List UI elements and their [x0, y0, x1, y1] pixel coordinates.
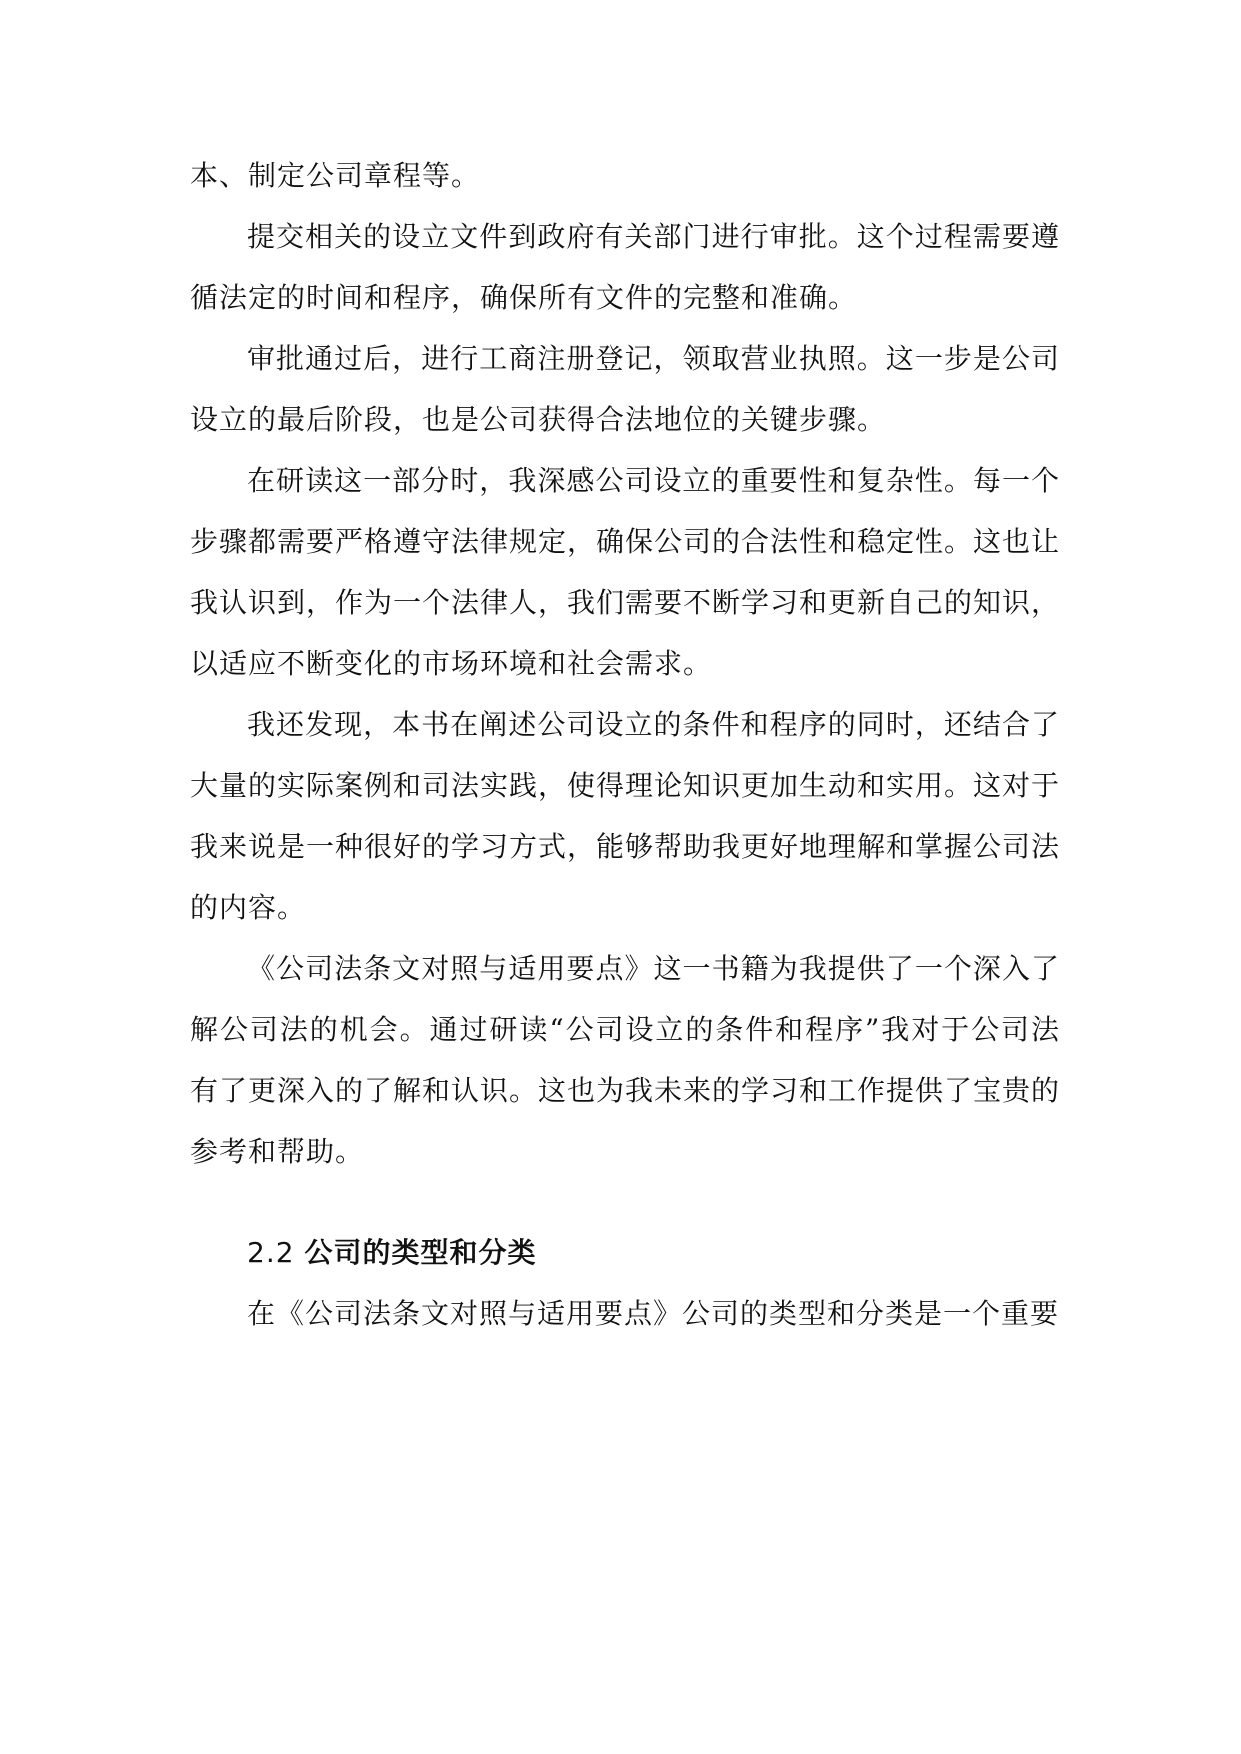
section-title: 公司的类型和分类 — [304, 1236, 537, 1269]
section-heading — [190, 1222, 1060, 1283]
paragraph-1: 本、制定公司章程等。 — [190, 159, 481, 192]
paragraph-5: 我还发现，本书在阐述公司设立的条件和程序的同时，还结合了大量的实际案例和司法实践，使得理论知识更加生动和实用。这对于我来说是一种很好的学习方式，能够帮助我更好地理解和掌握公司法的内容。 — [190, 708, 1061, 924]
section-number: 2.2 — [247, 1236, 295, 1269]
paragraph-2: 提交相关的设立文件到政府有关部门进行审批。这个过程需要遵循法定的时间和程序，确保所有文件的完整和准确。 — [190, 220, 1060, 314]
paragraph-7: 在《公司法条文对照与适用要点》公司的类型和分类是一个重要 — [247, 1297, 1060, 1330]
paragraph-6: 《公司法条文对照与适用要点》这一书籍为我提供了一个深入了解公司法的机会。通过研读“公司设立的条件和程序”我对于公司法有了更深入的了解和认识。这也为我未来的学习和工作提供了宝贵的参考和帮助。 — [190, 952, 1061, 1168]
document-body — [190, 145, 1060, 1344]
paragraph-3: 审批通过后，进行工商注册登记，领取营业执照。这一步是公司设立的最后阶段，也是公司获得合法地位的关键步骤。 — [190, 342, 1060, 436]
paragraph-4: 在研读这一部分时，我深感公司设立的重要性和复杂性。每一个步骤都需要严格遵守法律规定，确保公司的合法性和稳定性。这也让我认识到，作为一个法律人，我们需要不断学习和更新自己的知识，以适应不断变化的市场环境和社会需求。 — [190, 464, 1061, 680]
